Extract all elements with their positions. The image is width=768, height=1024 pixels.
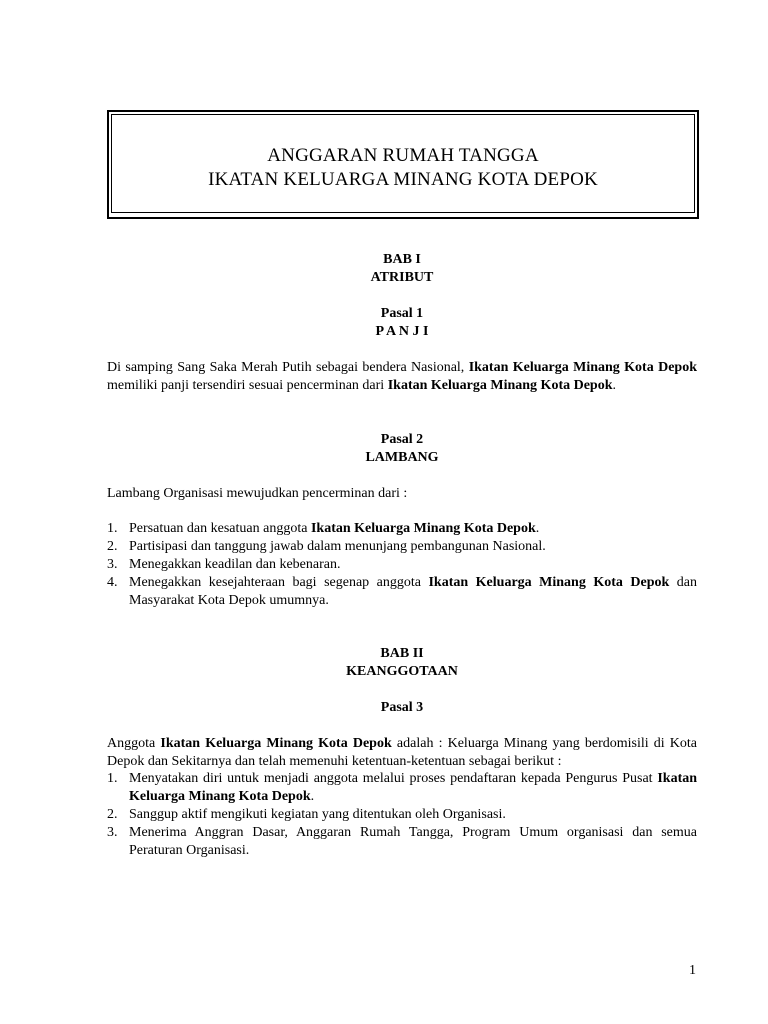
list-number: 4. xyxy=(107,575,118,590)
list-number: 1. xyxy=(107,521,118,536)
org-name: Ikatan Keluarga Minang Kota Depok xyxy=(468,360,697,375)
title-line-1: ANGGARAN RUMAH TANGGA xyxy=(267,145,539,166)
syarat-list xyxy=(107,770,697,860)
list-item xyxy=(107,538,697,556)
list-item xyxy=(107,574,697,610)
list-text: Partisipasi dan tanggung jawab dalam menunjang pembangunan Nasional. xyxy=(129,539,546,554)
list-item xyxy=(107,824,697,860)
list-text: Menerima Anggran Dasar, Anggaran Rumah Tangga, Program Umum organisasi dan semua Peraturan Organisasi. xyxy=(129,825,697,858)
bab1-heading: BAB I xyxy=(383,252,421,267)
title-line-2: IKATAN KELUARGA MINANG KOTA DEPOK xyxy=(208,169,598,190)
pasal3-text-c: adalah : Keluarga Minang yang berdomisili di Kota Depok dan Sekitarnya dan telah memenuhi ketentuan-ketentuan sebagai berikut : xyxy=(107,736,698,769)
bab2-heading: BAB II xyxy=(380,646,424,661)
list-text: Persatuan dan kesatuan anggota xyxy=(129,521,308,536)
org-name: Ikatan Keluarga Minang Kota Depok xyxy=(387,378,613,393)
lambang-list xyxy=(107,520,697,610)
org-name: Ikatan Keluarga Minang Kota Depok xyxy=(428,575,670,590)
list-text-after: . xyxy=(535,521,540,536)
list-text: Menyatakan diri untuk menjadi anggota melalui proses pendaftaran kepada Pengurus Pusat xyxy=(129,771,653,786)
list-item xyxy=(107,806,697,824)
pasal2-subheading: LAMBANG xyxy=(365,450,439,465)
org-name: Ikatan Keluarga Minang Kota Depok xyxy=(310,521,536,536)
list-item xyxy=(107,556,697,574)
list-number: 3. xyxy=(107,557,118,572)
pasal1-heading: Pasal 1 xyxy=(380,306,424,321)
pasal1-text-a: Di samping Sang Saka Merah Putih sebagai bendera Nasional, xyxy=(107,360,465,375)
list-number: 1. xyxy=(107,771,118,786)
list-text-after: . xyxy=(310,789,315,804)
list-text: Menegakkan keadilan dan kebenaran. xyxy=(129,557,341,572)
pasal2-intro: Lambang Organisasi mewujudkan pencerminan dari : xyxy=(107,486,408,501)
org-name: Ikatan Keluarga Minang Kota Depok xyxy=(129,771,698,804)
pasal3-paragraph xyxy=(107,735,697,771)
bab1-subheading: ATRIBUT xyxy=(370,270,434,285)
list-number: 3. xyxy=(107,825,118,840)
list-number: 2. xyxy=(107,807,118,822)
pasal3-text-a: Anggota xyxy=(107,736,156,751)
pasal2-heading: Pasal 2 xyxy=(380,432,424,447)
pasal1-subheading: P A N J I xyxy=(375,324,429,339)
pasal1-text-c: memiliki panji tersendiri sesuai pencerminan dari xyxy=(107,378,385,393)
org-name: Ikatan Keluarga Minang Kota Depok xyxy=(160,736,392,751)
list-text: Sanggup aktif mengikuti kegiatan yang ditentukan oleh Organisasi. xyxy=(129,807,506,822)
list-text-after: dan Masyarakat Kota Depok umumnya. xyxy=(129,575,697,608)
pasal1-text-e: . xyxy=(612,378,617,393)
page-number: 1 xyxy=(689,963,696,978)
list-number: 2. xyxy=(107,539,118,554)
list-item xyxy=(107,520,697,538)
pasal1-paragraph xyxy=(107,359,697,395)
list-text: Menegakkan kesejahteraan bagi segenap anggota xyxy=(129,575,421,590)
title-box xyxy=(107,110,699,219)
pasal3-heading: Pasal 3 xyxy=(380,700,424,715)
bab2-subheading: KEANGGOTAAN xyxy=(346,664,458,679)
list-item xyxy=(107,770,697,806)
